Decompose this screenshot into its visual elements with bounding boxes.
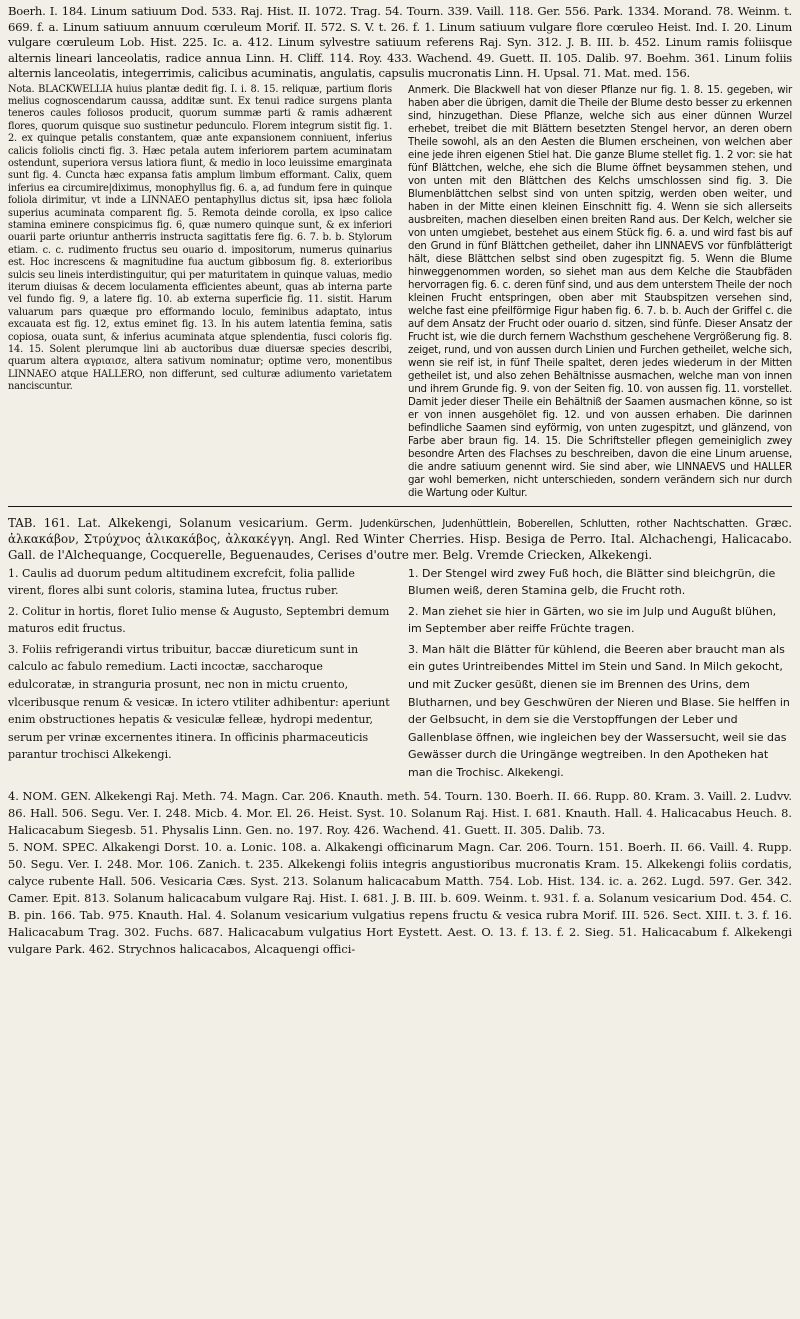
entry-heading — [8, 515, 792, 563]
heading-german: Judenkürschen, Judenhüttlein, Boberellen, Schlutten, rother Nachtschatten. — [360, 518, 748, 530]
latin-note-column — [8, 84, 392, 500]
reference-species: 5. NOM. SPEC. Alkakengi Dorst. 10. a. Lonic. 108. a. Alkakengi officinarum Magn. Car. 206. Tourn. 151. Boerh. II. 66. Vaill. 4. Rupp. 50. Segu. Ver. I. 248. Mor. 106. Zanich. t. 235. Alkekengi foliis integris angustioribus mucronatis Kram. 15. Alkekengi foliis cordatis, calyce rubente Hall. 506. Vesicaria Cæs. Syst. 213. Solanum halicacabum Matth. 754. Lob. Hist. 134. ic. a. 262. Lugd. 597. Ger. 342. Camer. Epit. 813. Solanum halicacabum vulgare Raj. Hist. I. 681. J. B. III. b. 609. Weinm. t. 931. f. a. Solanum vesicarium Dod. 454. C. B. pin. 166. Tab. 975. Knauth. Hal. 4. Solanum vesicarium vulgatius repens fructu & vesica rubra Morif. III. 526. Sect. XIII. t. 3. f. 16. Halicacabum Trag. 302. Fuchs. 687. Halicacabum vulgatius Hort Eystett. Aest. O. 13. f. 13. f. 2. Sieg. 51. Halicacabum f. Alkekengi vulgare Park. 462. Strychnos halicacabos, Alcaquengi offici- — [8, 839, 792, 956]
latin-entry-column — [8, 565, 392, 785]
synonyms-block: Boerh. I. 184. Linum satiuum Dod. 533. Raj. Hist. II. 1072. Trag. 54. Tourn. 339. Vaill. 118. Ger. 556. Park. 1334. Morand. 78. Weinm. t. 669. f. a. Linum satiuum annuum cœruleum Morif. II. 572. S. V. t. 26. f. 1. Linum satiuum vulgare flore cœruleo Heist. Ind. I. 20. Linum vulgare cœruleum Lob. Hist. 225. Ic. a. 412. Linum sylvestre satiuum referens Raj. Syn. 312. J. B. III. b. 452. Linum ramis foliisque alternis lineari lanceolatis, radice annua Linn. H. Cliff. 114. Roy. 433. Wachend. 49. Guett. II. 105. Dalib. 97. Boehm. 361. Linum foliis alternis lanceolatis, integerrimis, calicibus acuminatis, angulatis, capsulis mucronatis Linn. H. Upsal. 71. Mat. med. 156. — [8, 4, 792, 80]
german-item: 3. Man hält die Blätter für kühlend, die Beeren aber braucht man als ein gutes Urintreibendes Mittel im Stein und Sand. In Milch gekocht, und mit Zucker gesüßt, dienen sie im Brennen des Urins, dem Blutharnen, und bey Geschwüren der Nieren und Blase. Sie helffen in der Gelbsucht, in dem sie die Verstopffungen der Leber und Gallenblase öffnen, wie ingleichen bey der Wassersucht, weil sie das Gewässer durch die Uringänge wegtreiben. In den Apotheken hat man die Trochisc. Alkekengi. — [408, 642, 790, 780]
references-list — [8, 788, 792, 958]
latin-item: 2. Colitur in hortis, floret Iulio mense & Augusto, Septembri demum maturos edit fructus. — [8, 604, 390, 636]
latin-note: Nota. BLACKWELLIA huius plantæ dedit fig. I. i. 8. 15. reliquæ, partium floris melius cognoscendarum caussa, additæ sunt. Ex tenui radice surgens planta teneros caules foliosos producit, quorum summæ parti & ramis adhærent flores, quorum quisque suo sustinetur pedunculo. Florem integrum sistit fig. 1. 2. ex quinque petalis constantem, quæ ante expansionem conniuent, inferius calicis foliolis cincti fig. 3. Hæc petala autem inferiorem partem acuminatam ostendunt, superiora versus latiora fiunt, & medio in loco leuissime emarginata sunt fig. 4. Cuncta hæc expansa fatis amplum limbum efformant. Calix, quem inferius ea circumire|diximus, monophyllus fig. 6. a, ad fundum fere in quinque foliola dirimitur, vt inde a LINNAEO pentaphyllus dictus sit, ipsa hæc foliola superius acuminata comparent fig. 5. Remota deinde corolla, ex ipso calice stamina eminere conspicimus fig. 6, quæ numero quinque sunt, & ex inferiori ouarii parte oriuntur antherris instructa sagittatis fere fig. 6. 7. b. b. Stylorum etiam. c. c. rudimento fructus seu ouario d. impositorum, numerus quinarius est. Hoc increscens & magnitudine fua auctum gibbosum fig. 8. exterioribus sulcis seu lineis interdistinguitur, qui per maturitatem in quinque valuas, medio iterum diuisas & decem loculamenta efficientes abeunt, quas ab interna parte vel fundo fig. 9, a latere fig. 10. ab externa superficie fig. 11. sistit. Harum valuarum pars quæque pro efformando loculo, feminibus adaptato, intus excauata est fig. 12, extus eminet fig. 13. In his autem latentia femina, satis copiosa, ouata sunt, & inferius acuminata atque splendentia, fusci coloris fig. 14. 15. Solent plerumque lini ab auctoribus duæ diuersæ species describi, quarum altera αγριαισε, altera sativum nominatur; optime vero, monentibus LINNAEO atque HALLERO, non differunt, sed culturæ adiumento varietatem nanciscuntur. — [8, 83, 392, 393]
latin-item: 1. Caulis ad duorum pedum altitudinem excrefcit, folia pallide virent, flores albi sunt coloris, stamina lutea, fructus ruber. — [8, 566, 355, 598]
german-note: Anmerk. Die Blackwell hat von dieser Pflanze nur fig. 1. 8. 15. gegeben, wir haben aber die übrigen, damit die Theile der Blume desto besser zu erkennen sind, hinzugethan. Diese Pflanze, welche sich aus einer dünnen Wurzel erhebet, treibet die mit Blättern besetzten Stengel hervor, an deren obern Theile sowohl, als an den Aesten die Blumen erscheinen, von welchen aber eine jede ihren eigenen Stiel hat. Die ganze Blume stellet fig. 1. 2 vor: sie hat fünf Blättchen, welche, ehe sich die Blume öffnet beysammen stehen, und von unten mit den Blättchen des Kelchs umschlossen sind fig. 3. Die Blumenblättchen selbst sind von unten spitzig, werden oben weiter, und haben in der Mitte einen kleinen Einschnitt fig. 4. Wenn sie sich allerseits ausbreiten, machen dieselben einen breiten Rand aus. Der Kelch, welcher sie von unten umgiebet, bestehet aus einem Stück fig. 6. a. und wird fast bis auf den Grund in fünf Blättchen getheilet, daher ihn LINNAEVS vor fünfblätterigt hält, diese Blättchen selbst sind oben zugespitzt fig. 5. Wenn die Blume hinweggenommen worden, so siehet man aus dem Kelche die Staubfäden hervorragen fig. 6. c. deren fünf sind, und aus dem unterstem Theile der noch kleinen Frucht entspringen, oben aber mit Staubspitzen versehen sind, welche fast eine pfeilförmige Figur haben fig. 6. 7. b. b. Auch der Griffel c. die auf dem Ansatz der Frucht oder ouario d. sitzen, sind fünfe. Dieser Ansatz der Frucht ist, wie die durch fernern Wachsthum geschehene Vergrößerung fig. 8. zeiget, rund, und von aussen durch Linien und Furchen getheilet, welche sich, wenn sie reif ist, in fünf Theile spaltet, deren jedes wiederum in der Mitten getheilet ist, und also zehen Behältnisse ausmachen, welche man von innen und ihrem Grunde fig. 9. von der Seiten fig. 10. von aussen fig. 11. vorstellet. Damit jeder dieser Theile ein Behältniß der Saamen ausmachen könne, so ist er von innen ausgehölet fig. 12. und von aussen erhaben. Die darinnen befindliche Saamen sind eyförmig, von unten zugespitzt, und glänzend, von Farbe aber braun fig. 14. 15. Die Schriftsteller pflegen gemeiniglich zwey besondre Arten des Flachses zu beschreiben, davon die eine Linum aruense, die andre satiuum genennt wird. Sie sind aber, wie LINNAEVS und HALLER gar wohl bemerken, nicht unterschieden, sondern verändern sich nur durch die Wartung oder Kultur. — [408, 84, 792, 499]
german-note-column — [408, 84, 792, 500]
german-entry-column — [408, 565, 792, 785]
heading-other-languages: Græc. ἀλκακάβον, Στρύχνος ἁλικακάβος, ἀλκακέγγη. Angl. Red Winter Cherries. Hisp. Besiga de Perro. Ital. Alchachengi, Halicacabo. Gall. de l'Alchequange, Cocquerelle, Beguenaudes, Cerises d'outre mer. Belg. Vremde Criecken, Alkekengi. — [8, 515, 793, 562]
reference-genus: 4. NOM. GEN. Alkekengi Raj. Meth. 74. Magn. Car. 206. Knauth. meth. 54. Tourn. 130. Boerh. II. 66. Rupp. 80. Kram. 3. Vaill. 2. Ludvv. 86. Hall. 506. Segu. Ver. I. 248. Micb. 4. Mor. El. 26. Heist. Syst. 10. Solanum Raj. Hist. I. 681. Knauth. Hall. 4. Halicacabus Heuch. 8. Halicacabum Siegesb. 51. Physalis Linn. Gen. no. 197. Roy. 426. Wachend. 41. Guett. II. 305. Dalib. 73. — [8, 788, 792, 837]
heading-latin: TAB. 161. Lat. Alkekengi, Solanum vesicarium. Germ. — [8, 515, 353, 530]
german-item: 1. Der Stengel wird zwey Fuß hoch, die Blätter sind bleichgrün, die Blumen weiß, deren Stamina gelb, die Frucht roth. — [408, 566, 776, 598]
note-columns — [8, 84, 792, 500]
german-item: 2. Man ziehet sie hier in Gärten, wo sie im Julp und Augußt blühen, im September aber reiffe Früchte tragen. — [408, 604, 777, 636]
entry-columns — [8, 565, 792, 785]
section-divider — [8, 506, 792, 507]
latin-item: 3. Foliis refrigerandi virtus tribuitur, baccæ diureticum sunt in calculo ac fabulo remedium. Lacti incoctæ, saccharoque edulcoratæ, in stranguria prosunt, nec non in mictu cruento, vlceribusque renum & vesicæ. In ictero vtiliter adhibentur: aperiunt enim obstructiones hepatis & vesiculæ felleæ, hydropi medentur, serum per vrinæ excernentes itinera. In officinis pharmaceuticis parantur trochisci Alkekengi. — [8, 642, 390, 762]
